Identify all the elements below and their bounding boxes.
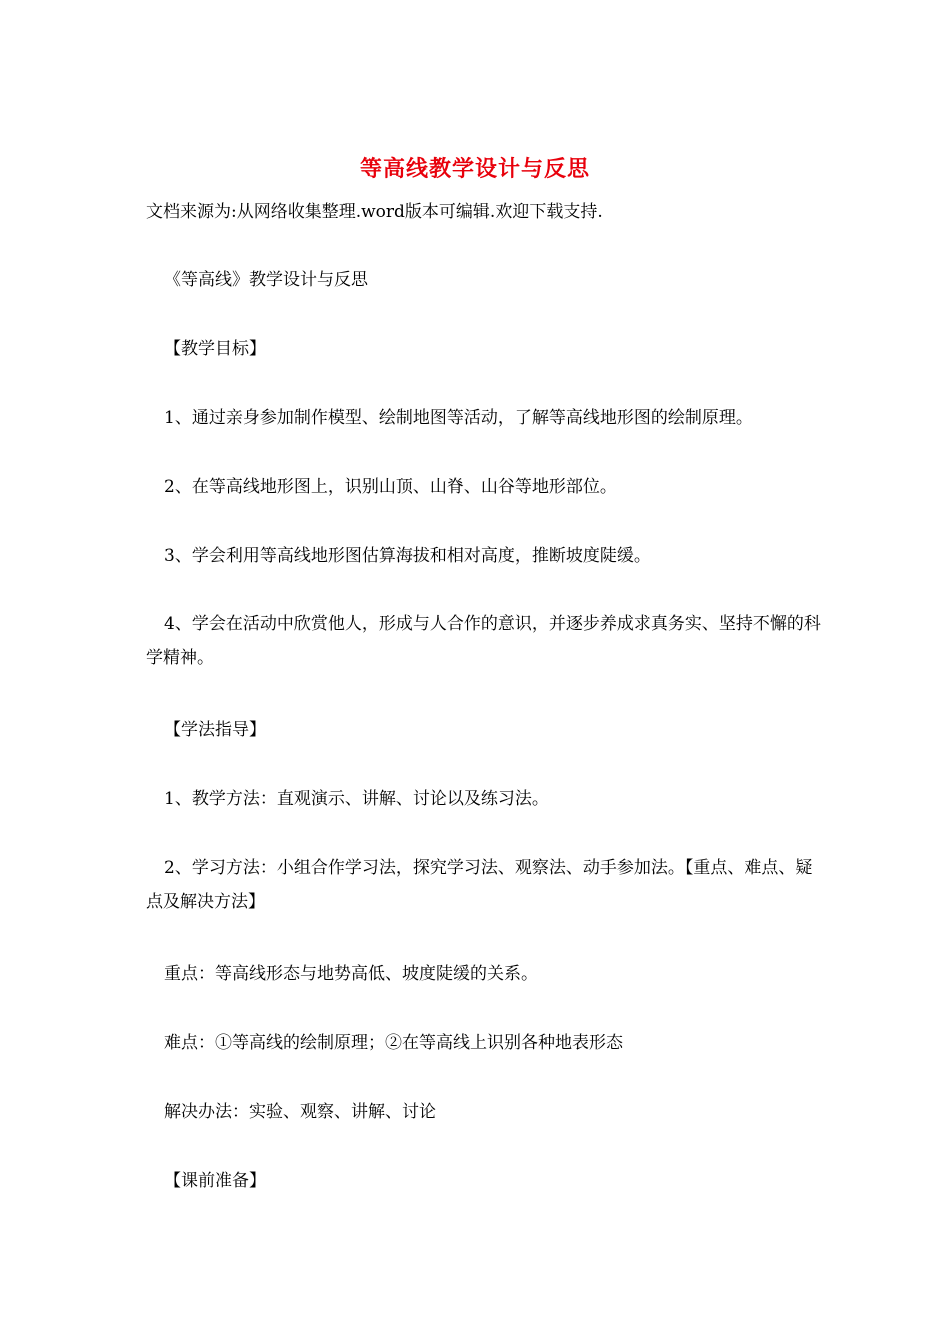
preparation-heading: 【课前准备】	[164, 1171, 266, 1191]
method-item: 2、学习方法：小组合作学习法，探究学习法、观察法、动手参加法。【重点、难点、疑点及解决方法】	[146, 858, 813, 912]
objective-item: 1、通过亲身参加制作模型、绘制地图等活动，了解等高线地形图的绘制原理。	[164, 408, 753, 428]
document-title: 等高线教学设计与反思	[359, 156, 590, 182]
objective-item: 4、学会在活动中欣赏他人，形成与人合作的意识，并逐步养成求真务实、坚持不懈的科学精神。	[146, 614, 821, 668]
subtitle: 《等高线》教学设计与反思	[164, 270, 368, 290]
objective-item: 2、在等高线地形图上，识别山顶、山脊、山谷等地形部位。	[164, 477, 617, 497]
objectives-heading: 【教学目标】	[164, 339, 266, 359]
method-item: 1、教学方法：直观演示、讲解、讨论以及练习法。	[164, 789, 549, 809]
key-point: 重点：等高线形态与地势高低、坡度陡缓的关系。	[164, 964, 538, 984]
source-note: 文档来源为:从网络收集整理.word版本可编辑.欢迎下载支持.	[146, 202, 603, 222]
difficult-point: 难点：①等高线的绘制原理；②在等高线上识别各种地表形态	[164, 1033, 623, 1053]
methods-heading: 【学法指导】	[164, 720, 266, 740]
solution-line: 解决办法：实验、观察、讲解、讨论	[164, 1102, 436, 1122]
objective-item: 3、学会利用等高线地形图估算海拔和相对高度，推断坡度陡缓。	[164, 546, 651, 566]
